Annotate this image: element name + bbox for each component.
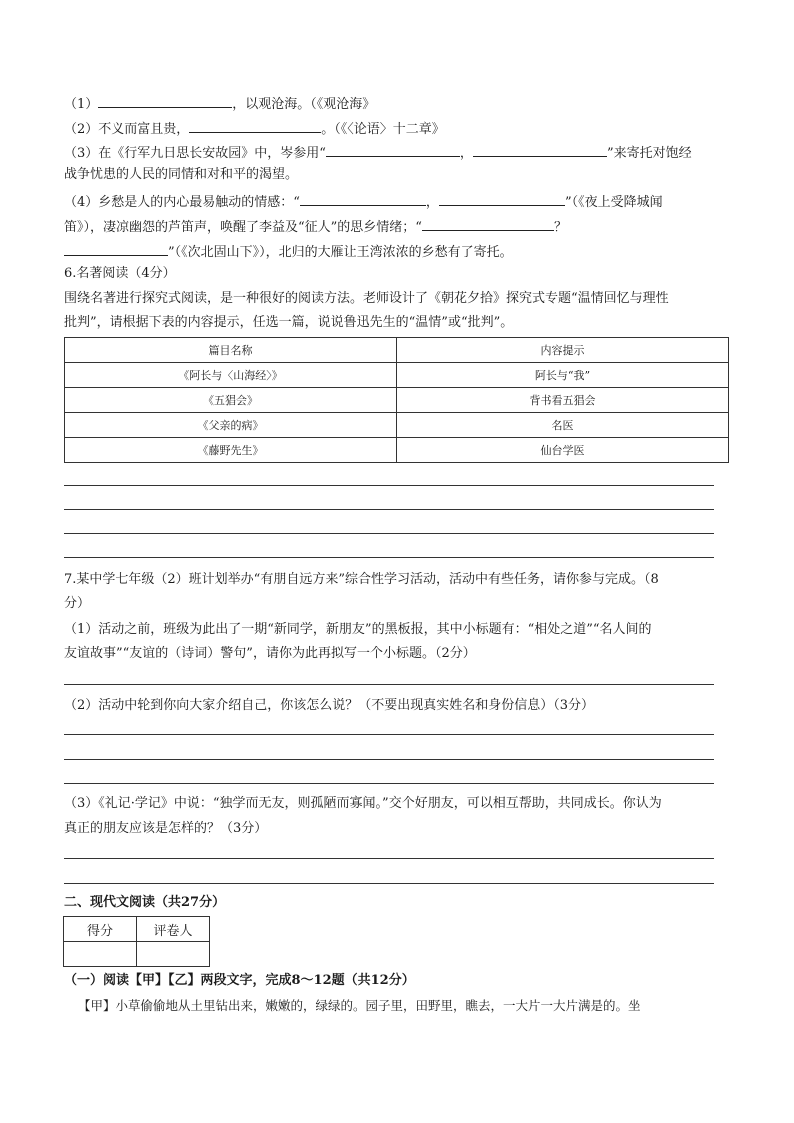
table-cell: 背书看五猖会 — [397, 388, 729, 413]
q5-item4-line1: （4）乡愁是人的内心最易触动的情感：“ ， ”（《夜上受降城闻 — [64, 191, 663, 212]
answer-blank[interactable] — [422, 216, 554, 231]
answer-blank[interactable] — [189, 118, 321, 133]
answer-line[interactable] — [64, 485, 714, 486]
table-cell: 《五猖会》 — [65, 388, 397, 413]
q7-title-line2: 分） — [64, 596, 91, 611]
answer-line[interactable] — [64, 783, 714, 784]
table-row — [64, 942, 210, 967]
answer-blank[interactable] — [439, 191, 565, 206]
answer-blank[interactable] — [98, 93, 232, 108]
q5-item4-line2: 笛》），凄凉幽怨的芦笛声，唤醒了李益及“征人”的思乡情绪；“ ？ — [64, 216, 567, 237]
grader-cell[interactable] — [137, 942, 210, 967]
answer-line[interactable] — [64, 858, 714, 859]
answer-line[interactable] — [64, 684, 714, 685]
answer-blank[interactable] — [473, 142, 607, 157]
table-row — [65, 388, 729, 413]
passage-text: 【甲】小草偷偷地从土里钻出来，嫩嫩的，绿绿的。园子里，田野里，瞧去，一大片一大片满是的。坐 — [78, 998, 641, 1013]
answer-blank[interactable] — [300, 191, 426, 206]
q7-sub3-line2: 真正的朋友应该是怎样的？（3分） — [64, 821, 268, 836]
q7-title-line1: 7.某中学七年级（2）班计划举办“有朋自远方来”综合性学习活动，活动中有些任务，请你参与完成。（8 — [64, 572, 659, 587]
table-header-cell: 篇目名称 — [65, 338, 397, 363]
table-header-row — [65, 338, 729, 363]
answer-line[interactable] — [64, 759, 714, 760]
q6-text-line2: 批判”，请根据下表的内容提示，任选一篇，说说鲁迅先生的“温情”或“批判”。 — [64, 315, 514, 330]
table-cell: 《阿长与〈山海经〉》 — [65, 363, 397, 388]
score-cell[interactable] — [64, 942, 137, 967]
score-table — [63, 916, 210, 967]
q7-sub1-line2: 友谊故事”“友谊的（诗词）警句”，请你为此再拟写一个小标题。（2分） — [64, 646, 476, 661]
q7-sub1-line1: （1）活动之前，班级为此出了一期“新同学，新朋友”的黑板报，其中小标题有：“相处之道”“名人间的 — [64, 622, 652, 637]
table-cell: 《藤野先生》 — [65, 438, 397, 463]
q5-item3-line1: （3）在《行军九日思长安故园》中，岑参用“ ， ”来寄托对饱经 — [64, 142, 692, 163]
table-row — [65, 363, 729, 388]
table-cell: 仙台学医 — [397, 438, 729, 463]
table-row — [65, 413, 729, 438]
table-header-cell: 内容提示 — [397, 338, 729, 363]
grader-header: 评卷人 — [137, 917, 210, 942]
answer-line[interactable] — [64, 557, 714, 558]
q5-item4-line3: ”（《次北固山下》），北归的大雁让王湾浓浓的乡愁有了寄托。 — [64, 241, 513, 262]
table-cell: 《父亲的病》 — [65, 413, 397, 438]
works-table — [64, 337, 729, 463]
table-cell: 名医 — [397, 413, 729, 438]
q5-item3-line2: 战争忧患的人民的同情和对和平的渴望。 — [64, 167, 299, 182]
score-header: 得分 — [64, 917, 137, 942]
answer-line[interactable] — [64, 509, 714, 510]
q6-title: 6.名著阅读（4分） — [64, 266, 176, 281]
answer-line[interactable] — [64, 883, 714, 884]
q5-item2: （2）不义而富且贵， 。（《〈论语〉十二章》 — [64, 118, 445, 139]
table-cell: 阿长与“我” — [397, 363, 729, 388]
answer-line[interactable] — [64, 533, 714, 534]
part1-title: （一）阅读【甲】【乙】两段文字，完成8～12题（共12分） — [64, 973, 415, 988]
table-row — [65, 438, 729, 463]
answer-line[interactable] — [64, 734, 714, 735]
answer-blank[interactable] — [326, 142, 460, 157]
q6-text-line1: 围绕名著进行探究式阅读，是一种很好的阅读方法。老师设计了《朝花夕拾》探究式专题“温情回忆与理性 — [64, 291, 669, 306]
section2-title: 二、现代文阅读（共27分） — [64, 895, 226, 910]
q7-sub3-line1: （3）《礼记·学记》中说：“独学而无友，则孤陋而寡闻。”交个好朋友，可以相互帮助，共同成长。你认为 — [64, 796, 662, 811]
answer-blank[interactable] — [64, 241, 168, 256]
table-header-row — [64, 917, 210, 942]
q7-sub2: （2）活动中轮到你向大家介绍自己，你该怎么说？（不要出现真实姓名和身份信息）（3分） — [64, 698, 595, 713]
q5-item1: （1） ，以观沧海。（《观沧海》 — [64, 93, 375, 114]
